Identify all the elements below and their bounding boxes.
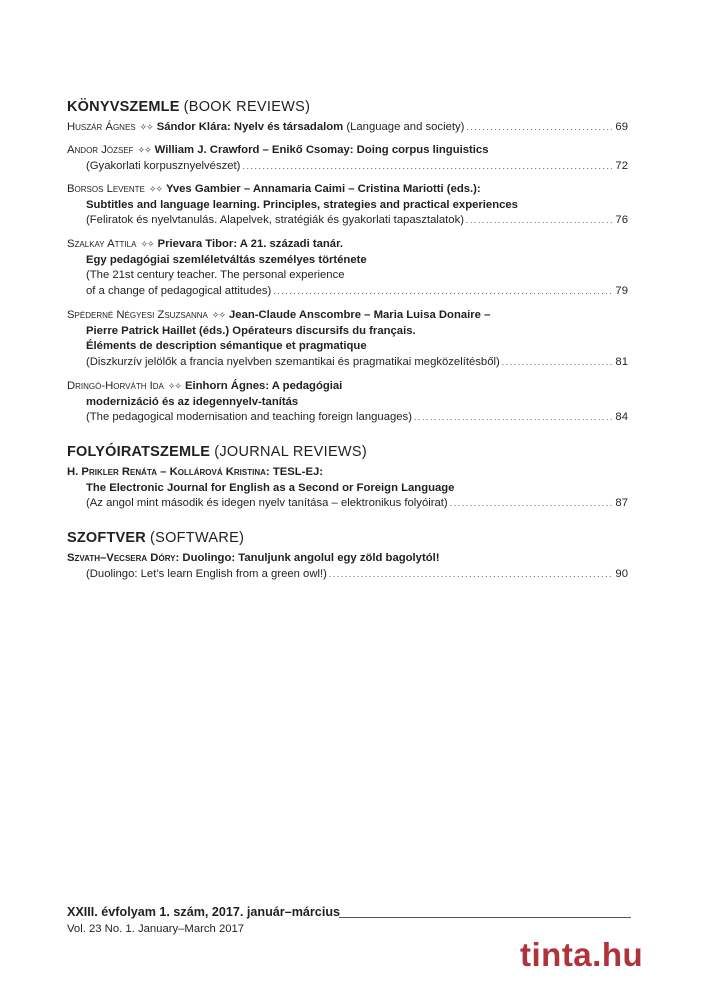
book-title: Sándor Klára: Nyelv és társadalom <box>156 121 344 133</box>
dot-leader <box>414 410 612 426</box>
toc-line <box>67 213 628 229</box>
separator-icon: ✧✧ <box>211 310 225 320</box>
tinta-logo[interactable]: tinta.hu <box>520 936 644 973</box>
page-number: 69 <box>615 121 628 133</box>
toc-line <box>67 182 628 198</box>
journal-title: TESL-EJ: <box>272 466 324 478</box>
toc-line <box>67 551 628 567</box>
title-translation: (The 21st century teacher. The personal experience <box>86 269 345 282</box>
book-title: Yves Gambier – Annamaria Caimi – Cristina Mariotti (eds.): <box>165 183 481 195</box>
dot-leader <box>466 213 612 229</box>
dot-leader <box>466 120 612 136</box>
separator-icon: ✧✧ <box>140 239 154 249</box>
toc-entry-szalkay[interactable] <box>67 237 628 299</box>
title-translation: (Feliratok és nyelvtanulás. Alapelvek, stratégiák és gyakorlati tapasztalatok) <box>86 214 465 227</box>
title-translation: (Az angol mint második és idegen nyelv tanítása – elektronikus folyóirat) <box>86 497 448 510</box>
toc-entry-spederne[interactable] <box>67 308 628 370</box>
separator-icon: ✧✧ <box>137 145 151 155</box>
section-subtitle: (BOOK REVIEWS) <box>183 99 311 115</box>
book-title: modernizáció és az idegennyelv-tanítás <box>86 395 299 408</box>
toc-line <box>67 379 628 395</box>
section-title: FOLYÓIRATSZEMLE <box>67 444 211 460</box>
separator-icon: ✧✧ <box>148 184 162 194</box>
book-title: Prievara Tibor: A 21. századi tanár. <box>157 238 343 250</box>
software-title: Duolingo: Tanuljunk angolul egy zöld bagolytól! <box>182 552 440 564</box>
author-names: Szvath–Vecsera Dóry: <box>67 552 180 564</box>
book-title: William J. Crawford – Enikő Csomay: Doing corpus linguistics <box>154 144 489 156</box>
footer-divider <box>339 917 631 918</box>
toc-entry-huszar[interactable] <box>67 120 628 136</box>
page-number: 76 <box>615 214 628 227</box>
reviewer-name: Szalkay Attila <box>67 238 137 250</box>
separator-icon: ✧✧ <box>167 381 181 391</box>
journal-title: The Electronic Journal for English as a Second or Foreign Language <box>86 481 455 494</box>
toc-entry-andor[interactable] <box>67 143 628 174</box>
toc-entry-szvath[interactable] <box>67 551 628 582</box>
toc-entry-prikler[interactable] <box>67 465 628 512</box>
book-title: Pierre Patrick Haillet (éds.) Opérateurs discursifs du français. <box>86 324 416 337</box>
toc-line <box>67 120 628 136</box>
book-title: Einhorn Ágnes: A pedagógiai <box>184 380 343 392</box>
book-title: Subtitles and language learning. Principles, strategies and practical experiences <box>86 198 518 211</box>
toc-entry-dringo[interactable] <box>67 379 628 426</box>
title-translation: of a change of pedagogical attitudes) <box>86 284 272 297</box>
author-names: H. Prikler Renáta – Kollárová Kristina: <box>67 466 270 478</box>
book-title: Jean-Claude Anscombre – Maria Luisa Donaire – <box>229 309 491 321</box>
toc-line <box>67 567 628 583</box>
section-heading-book-reviews <box>67 99 310 115</box>
toc-entry-borsos[interactable] <box>67 182 628 229</box>
title-translation: (Gyakorlati korpusznyelvészet) <box>86 159 241 172</box>
page-number: 90 <box>615 567 628 580</box>
toc-line <box>67 284 628 300</box>
toc-line <box>67 143 628 159</box>
page-number: 84 <box>615 411 628 424</box>
reviewer-name: Spéderné Négyesi Zsuzsanna <box>67 309 208 321</box>
title-translation: (The pedagogical modernisation and teaching foreign languages) <box>86 411 412 424</box>
title-translation: (Language and society) <box>346 121 465 133</box>
page-number: 72 <box>615 159 628 172</box>
page-number: 81 <box>615 355 628 368</box>
toc-line <box>67 237 628 253</box>
reviewer-name: Borsos Levente <box>67 183 145 195</box>
toc-line <box>67 355 628 371</box>
reviewer-name: Dringó-Horváth Ida <box>67 380 164 392</box>
issue-info-hungarian: XXIII. évfolyam 1. szám, 2017. január–március <box>67 905 341 919</box>
toc-line <box>67 159 628 175</box>
dot-leader <box>273 284 612 300</box>
reviewer-name: Andor József <box>67 144 134 156</box>
title-translation: (Diszkurzív jelölők a francia nyelvben szemantikai és pragmatikai megközelítésből) <box>86 355 500 368</box>
book-title: Éléments de description sémantique et pragmatique <box>86 340 367 353</box>
toc-line <box>67 410 628 426</box>
section-title: KÖNYVSZEMLE <box>67 99 180 115</box>
dot-leader <box>450 496 613 512</box>
section-title: SZOFTVER <box>67 530 146 546</box>
section-heading-software <box>67 530 244 546</box>
book-title: Egy pedagógiai szemléletváltás személyes története <box>86 253 367 266</box>
toc-line <box>67 465 628 481</box>
section-heading-journal-reviews <box>67 444 367 460</box>
dot-leader <box>242 159 612 175</box>
section-subtitle: (JOURNAL REVIEWS) <box>214 444 368 460</box>
toc-line <box>67 308 628 324</box>
reviewer-name: Huszár Ágnes <box>67 121 136 133</box>
dot-leader <box>329 567 613 583</box>
toc-line <box>67 496 628 512</box>
page-number: 79 <box>615 284 628 297</box>
section-subtitle: (SOFTWARE) <box>149 530 245 546</box>
title-translation: (Duolingo: Let’s learn English from a green owl!) <box>86 567 327 580</box>
separator-icon: ✧✧ <box>139 122 153 132</box>
issue-info-english: Vol. 23 No. 1. January–March 2017 <box>67 923 245 935</box>
page-number: 87 <box>615 497 628 510</box>
dot-leader <box>502 355 613 371</box>
